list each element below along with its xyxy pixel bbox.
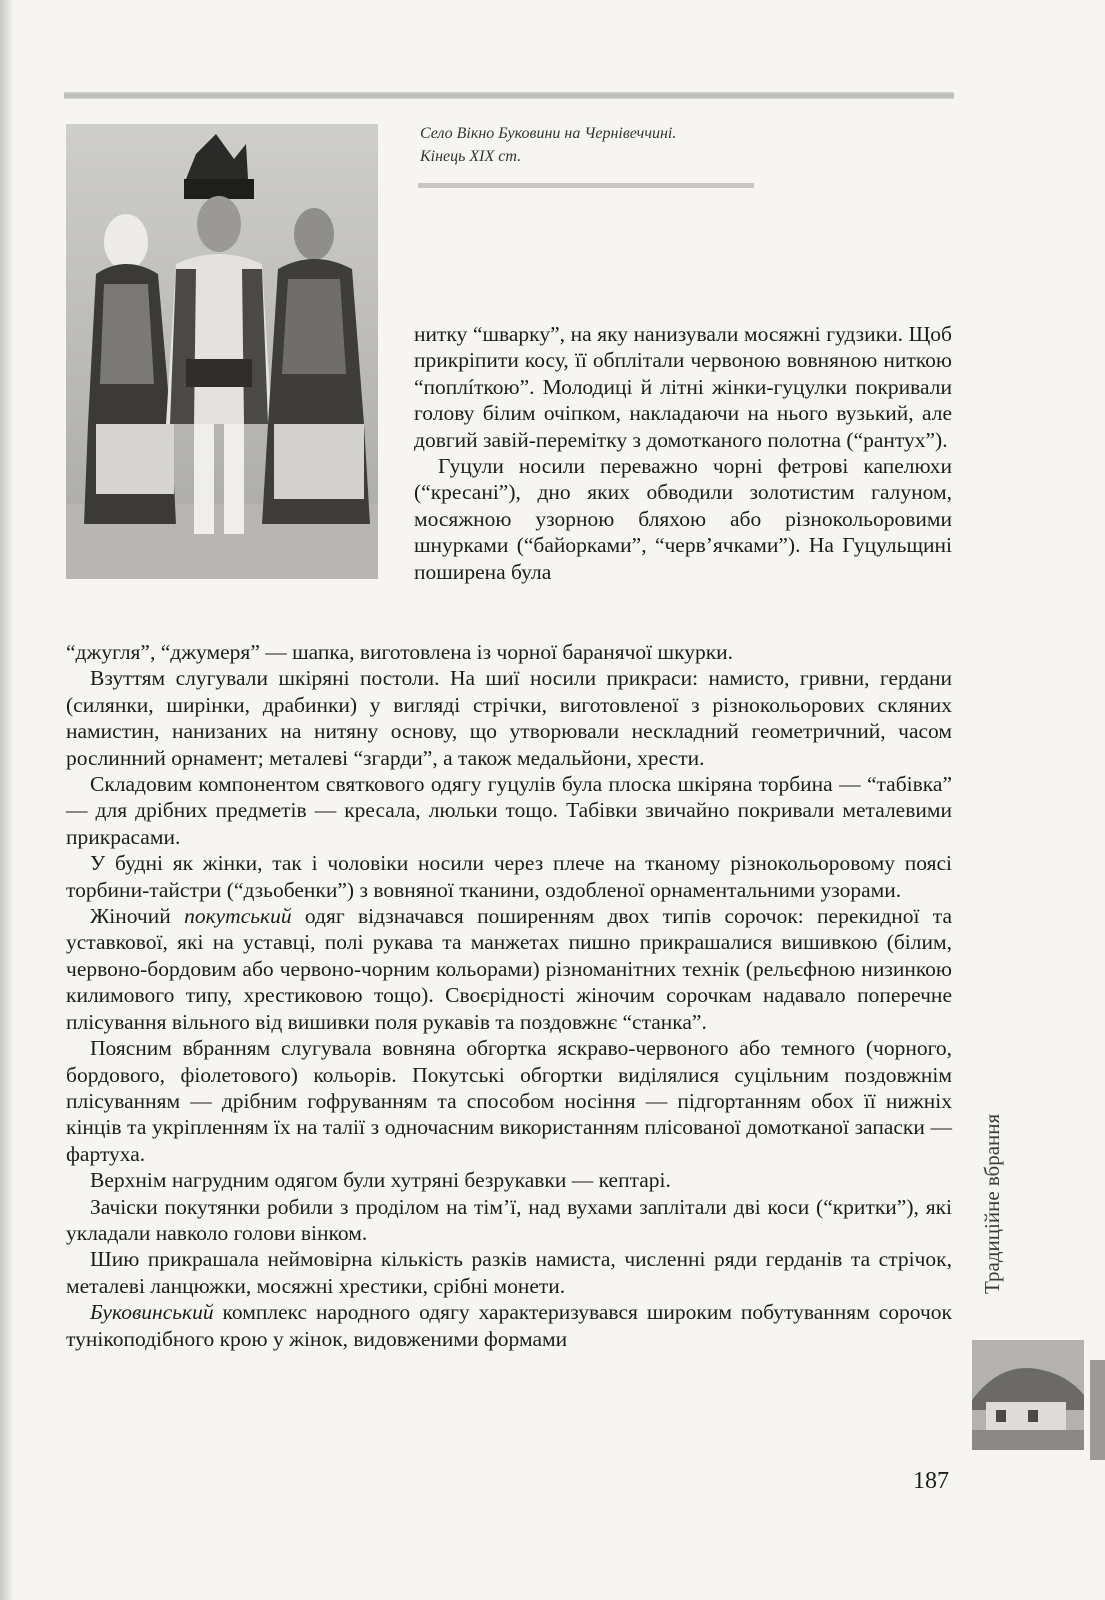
paragraph: У будні як жінки, так і чоловіки носили через плече на тканому різнокольоровому поясі торбини-тайстри (“дзьобенки”) з вовняної тканини, оздобленої орнаментальними узорами. — [66, 851, 952, 902]
page-number: 187 — [913, 1468, 949, 1494]
paragraph: Верхнім нагрудним одягом були хутряні безрукавки — кептарі. — [90, 1168, 671, 1193]
house-thumbnail — [972, 1340, 1084, 1450]
paragraph: Поясним вбранням слугувала вовняна обгортка яскраво-червоного або темного (чорного, бордового, фіолетового) кольорів. Покутські обгортки виділялися суцільним поздовжнім плісуванням — дрібним гофруванням та способом носіння — підгортанням обох її нижніх кінців та укріпленням їх на талії з одночасним використанням плісованої домотканої запаски — фартуха. — [66, 1036, 952, 1166]
historical-photo — [66, 124, 378, 579]
page-edge-shadow — [0, 0, 14, 1600]
paragraph: Зачіски покутянки робили з проділом на тім’ї, над вухами заплітали дві коси (“критки”), які укладали навколо голови вінком. — [66, 1194, 952, 1245]
paragraph-text: комплекс народного одягу характеризувався широким побутуванням сорочок тунікоподібного крою у жінок, видовженими формами — [66, 1300, 952, 1351]
paragraph: Складовим компонентом святкового одягу гуцулів була плоска шкіряна торбина — “табівка” — для дрібних предметів — кресала, люльки тощо. Табівки звичайно покривали металевими прикрасами. — [66, 772, 952, 849]
body-text — [66, 639, 952, 1352]
column-text — [414, 321, 952, 585]
paragraph: Шию прикрашала неймовірна кількість разків намиста, численні ряди герданів та стрічок, металеві ланцюжки, мосяжні хрестики, срібні монети. — [66, 1247, 952, 1298]
photo-caption — [420, 122, 800, 168]
paragraph-text: одяг відзначався поширенням двох типів сорочок: перекидної та уставкової, які на уставці, полі рукава та манжетах пишно прикрашалися вишивкою (білим, червоно-бордовим або червоно-чорним кольорами) різноманітних технік (рельєфною низинкою килимового типу, хрестиковою тощо). Своєрідності жіночим сорочкам надавало поперечне плісування вільного від вишивки поля рукавів та поздовжнє “станка”. — [66, 904, 952, 1034]
caption-line: Село Вікно Буковини на Чернівеччині. — [420, 125, 677, 142]
paragraph-text: Жіночий — [90, 904, 185, 929]
paragraph — [66, 903, 952, 1035]
paragraph: “джугля”, “джумеря” — шапка, виготовлена із чорної баранячої шкурки. — [66, 640, 734, 664]
top-rule — [64, 92, 954, 99]
caption-line: Кінець XIX ст. — [420, 148, 522, 165]
side-tab-bar — [1090, 1360, 1105, 1460]
paragraph: Взуттям слугували шкіряні постоли. На шиї носили прикраси: намисто, гривни, гердани (силянки, ширінки, драбинки) у вигляді стрічки, виготовленої з різнокольорових скляних намистин, нанизаних на нитяну основу, що утворювали нескладний геометричний, часом рослинний орнамент; металеві “згарди”, а також медальйони, хрести. — [66, 666, 952, 770]
paragraph: Гуцули носили переважно чорні фетрові капелюхи (“кресані”), дно яких обводили золотистим галуном, мосяжною узорною бляхою або різнокольоровими шнурками (“байорками”, “черв’ячками”). На Гуцульщині поширена була — [414, 454, 952, 584]
paragraph: нитку “шварку”, на яку нанизували мосяжні гудзики. Щоб прикріпити косу, її обплітали червоною вовняною ниткою “поплíткою”. Молодиці й літні жінки-гуцулки покривали голову білим очіпком, накладаючи на нього вузький, але довгий завій-перемітку з домотканого полотна (“рантух”). — [414, 322, 952, 452]
emphasis: покутський — [184, 904, 292, 929]
paragraph — [66, 1299, 952, 1352]
emphasis: Буковинський — [90, 1300, 214, 1325]
caption-rule — [418, 183, 754, 188]
section-side-label: Традиційне вбрання — [980, 1113, 1004, 1294]
